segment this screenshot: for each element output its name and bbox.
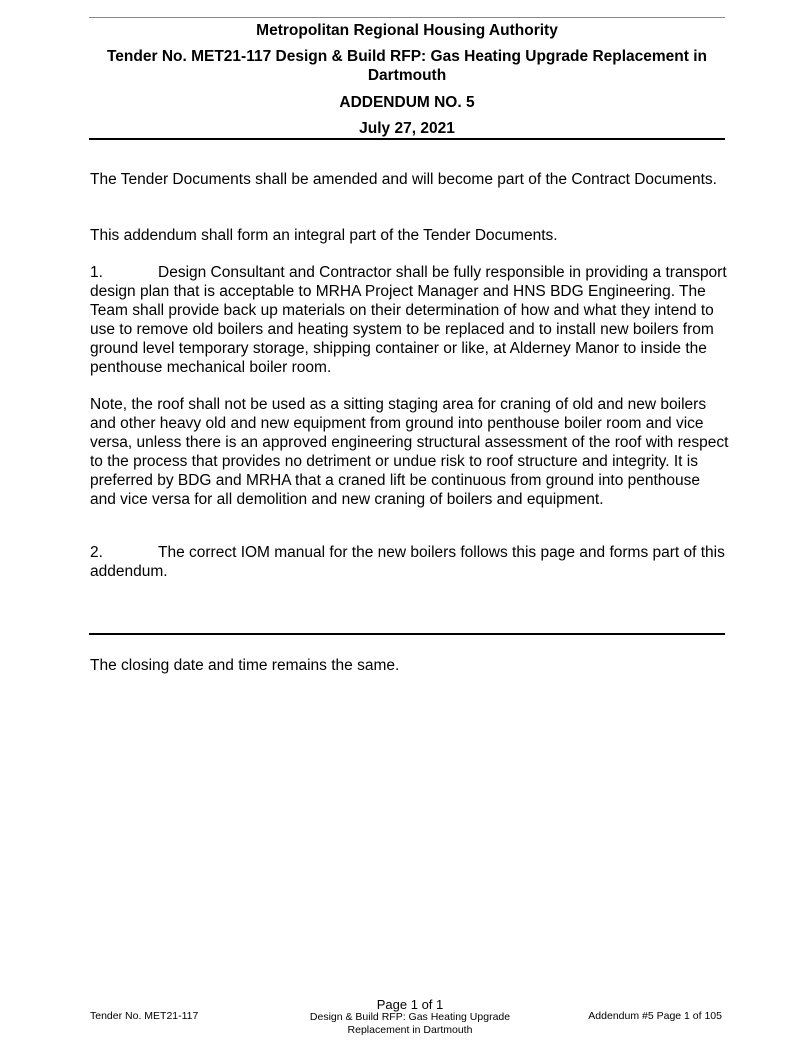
footer-center	[290, 998, 530, 1037]
item-1-number: 1.	[90, 264, 103, 281]
item-1-paragraph	[90, 263, 730, 377]
footer-title-line-1: Design & Build RFP: Gas Heating Upgrade	[309, 1011, 511, 1023]
note-paragraph: Note, the roof shall not be used as a sitting staging area for craning of old and new boilers and other heavy old and new equipment from ground into penthouse boiler room and vice versa, unless there is an approved engineering structural assessment of the roof with respect to the process that provides no detriment or undue risk to roof structure and integrity. It is preferred by BDG and MRHA that a craned lift be continuous from ground into penthouse and vice versa for all demolition and new craning of boilers and equipment.	[90, 396, 729, 508]
closing-paragraph: The closing date and time remains the same.	[90, 657, 400, 674]
footer-tender-number: Tender No. MET21-117	[90, 1010, 199, 1022]
integral-paragraph: This addendum shall form an integral part of the Tender Documents.	[90, 227, 558, 244]
footer-title-line-2: Replacement in Dartmouth	[347, 1024, 473, 1036]
intro-paragraph: The Tender Documents shall be amended and will become part of the Contract Documents.	[90, 171, 717, 188]
organization-title: Metropolitan Regional Housing Authority	[256, 22, 558, 39]
header-rule	[89, 138, 725, 140]
closing-rule	[89, 633, 725, 635]
footer-addendum-page: Addendum #5 Page 1 of 105	[588, 1010, 722, 1022]
addendum-date: July 27, 2021	[359, 120, 455, 137]
item-2-number: 2.	[90, 544, 103, 561]
footer-page-of: Page 1 of 1	[376, 997, 444, 1012]
item-1-text: Design Consultant and Contractor shall be fully responsible in providing a transport design plan that is acceptable to MRHA Project Manager and HNS BDG Engineering. The Team shall provide back up materials on their determination of how and what they intend to use to remove old boilers and heating system to be replaced and to install new boilers from ground level temporary storage, shipping container or like, at Alderney Manor to inside the penthouse mechanical boiler room.	[90, 264, 727, 376]
tender-title: Tender No. MET21-117 Design & Build RFP: Gas Heating Upgrade Replacement in Dartmouth	[106, 48, 708, 84]
top-rule	[89, 17, 725, 18]
item-2-paragraph	[90, 543, 730, 581]
addendum-number: ADDENDUM NO. 5	[339, 94, 475, 111]
item-2-text: The correct IOM manual for the new boilers follows this page and forms part of this addendum.	[90, 544, 725, 580]
